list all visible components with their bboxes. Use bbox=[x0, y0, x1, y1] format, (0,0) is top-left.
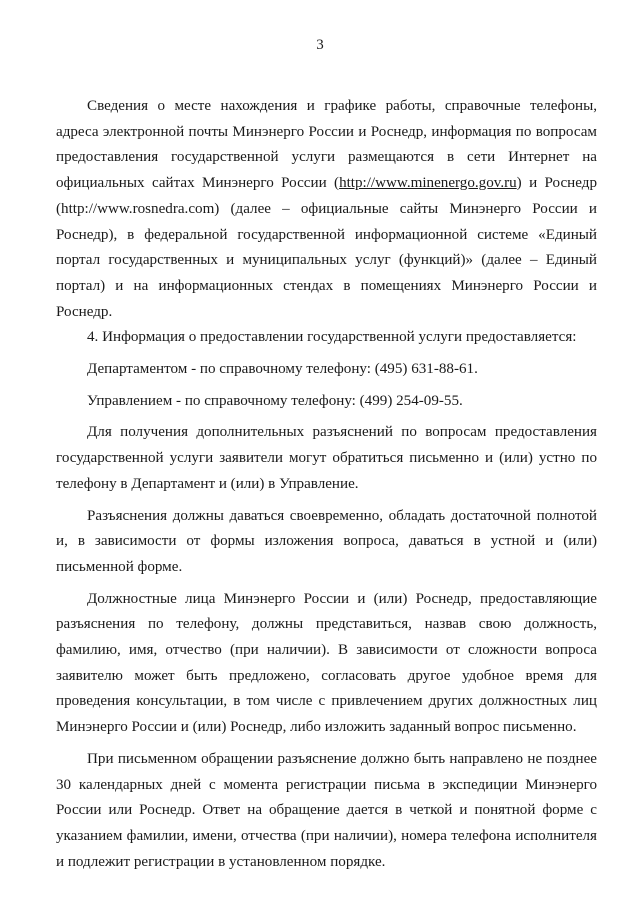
paragraph-directorate-phone: Управлением - по справочному телефону: (499) 254-09-55. bbox=[87, 392, 463, 409]
paragraph-additional-clarifications: Для получения дополнительных разъяснений по вопросам предоставления государственной услуги заявители могут обратиться письменно и (или) устно по телефону в Департамент и (или) в Управление. bbox=[56, 424, 597, 492]
page-number: 3 bbox=[316, 37, 324, 53]
paragraph-text: Сведения о месте нахождения и графике работы, справочные телефоны, адреса электронной почты Минэнерго России и Роснедр, информация по вопросам предоставления государственной услуги размещаются в сети Интернет на официальных сайтах Минэнерго России ( bbox=[56, 98, 597, 192]
minenergo-website-link[interactable]: http://www.minenergo.gov.ru bbox=[339, 175, 517, 192]
paragraph-text: ) и Роснедр (http://www.rosnedra.com) (далее – официальные сайты Минэнерго России и Роснедр), в федеральной государственной информационной системе «Единый портал государственных и муниципальных услуг (функций)» (далее – Единый портал) и на информационных стендах в помещениях Минэнерго России и Роснедр. bbox=[56, 175, 597, 320]
paragraph-contact-info bbox=[56, 94, 597, 325]
paragraph-department-phone: Департаментом - по справочному телефону: (495) 631-88-61. bbox=[87, 361, 478, 378]
paragraph-item-4: 4. Информация о предоставлении государственной услуги предоставляется: bbox=[87, 329, 577, 346]
paragraph-written-request: При письменном обращении разъяснение должно быть направлено не позднее 30 календарных дней с момента регистрации письма в экспедиции Минэнерго России или Роснедр. Ответ на обращение дается в четкой и понятной форме с указанием фамилии, имени, отчества (при наличии), номера телефона исполнителя и подлежит регистрации в установленном порядке. bbox=[56, 750, 597, 870]
paragraph-officials-phone: Должностные лица Минэнерго России и (или) Роснедр, предоставляющие разъяснения по телефону, должны представиться, назвав свою должность, фамилию, имя, отчество (при наличии). В зависимости от сложности вопроса заявителю может быть предложено, согласовать другое удобное время для проведения консультации, в том числе с привлечением других должностных лиц Минэнерго России и (или) Роснедр, либо изложить заданный вопрос письменно. bbox=[56, 590, 597, 736]
document-body bbox=[56, 94, 597, 875]
paragraph-clarification-requirements: Разъяснения должны даваться своевременно, обладать достаточной полнотой и, в зависимости от формы изложения вопроса, даваться в устной и (или) письменной форме. bbox=[56, 507, 597, 575]
